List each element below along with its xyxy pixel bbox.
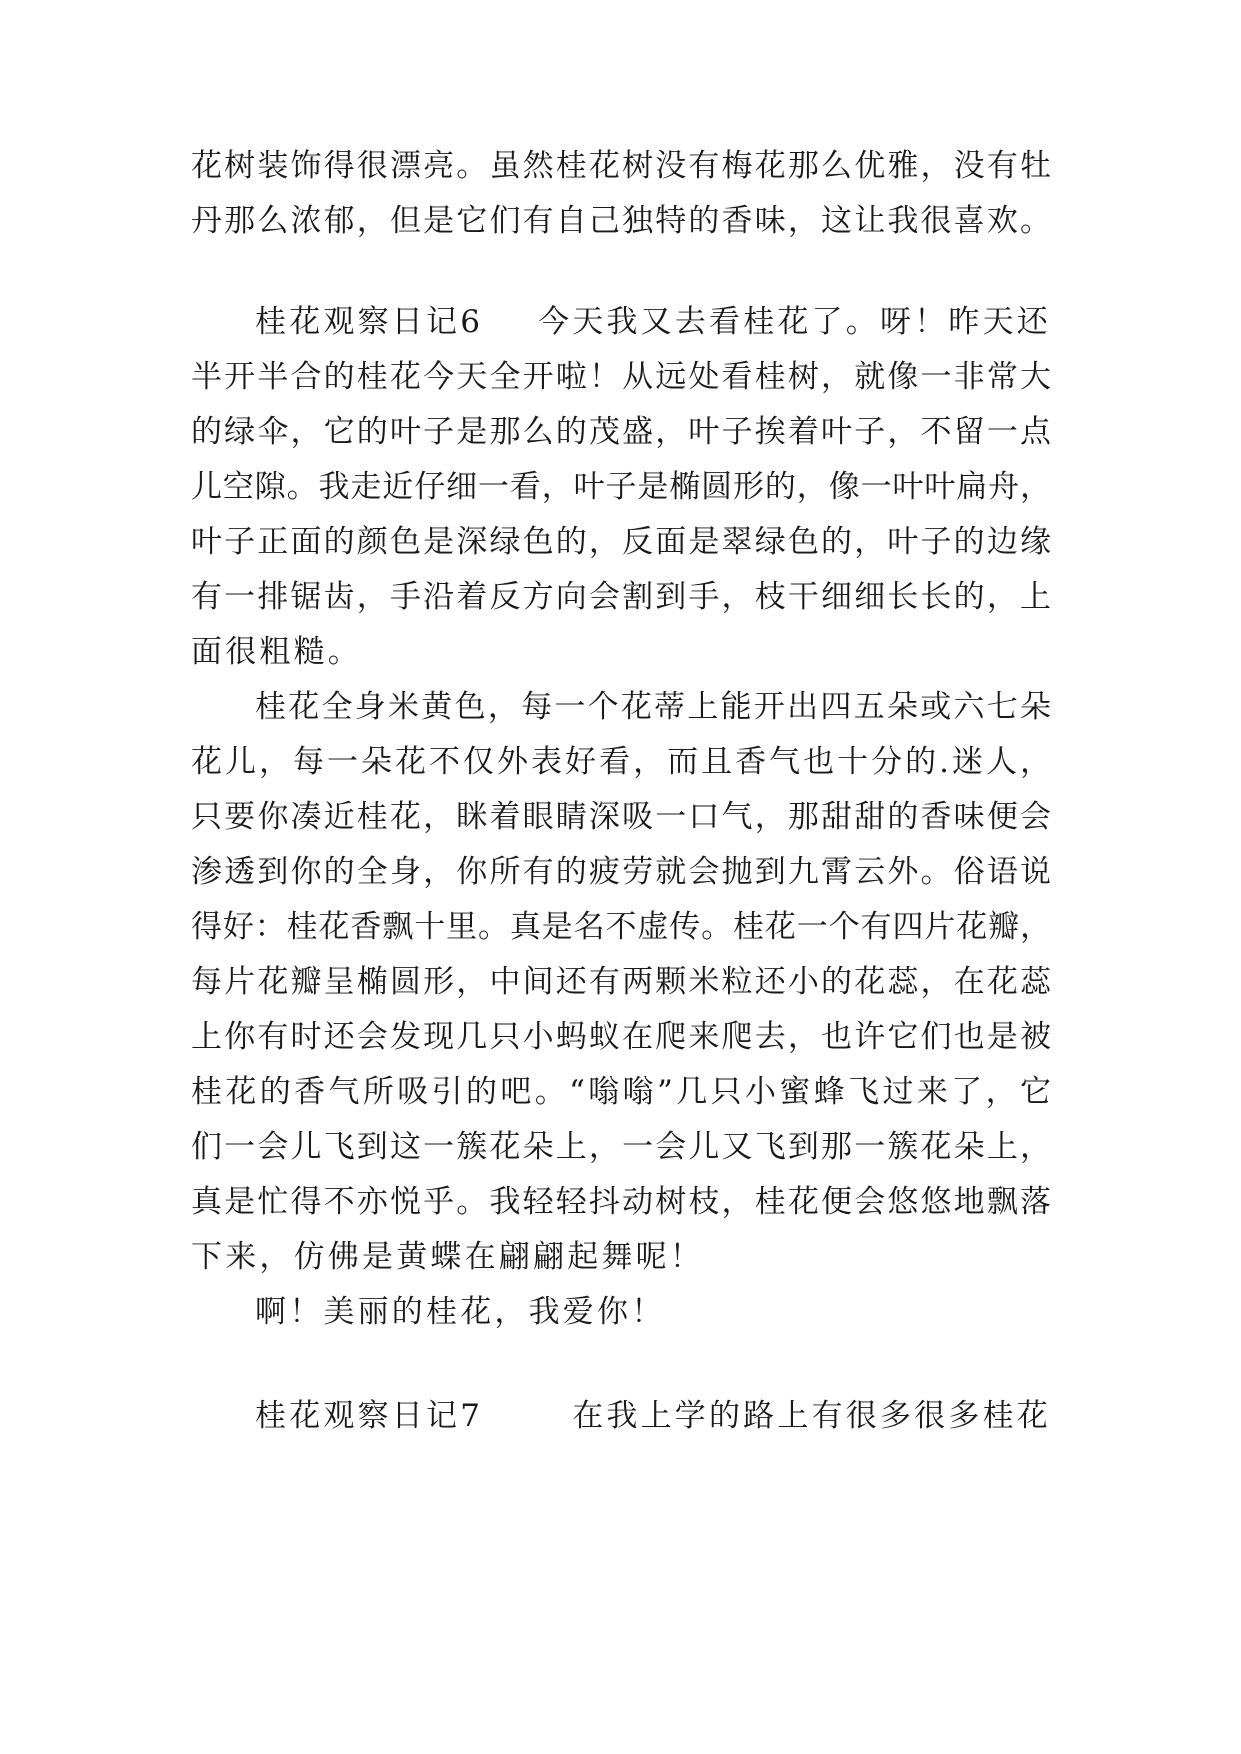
text-line: 们一会儿飞到这一簇花朵上，一会儿又飞到那一簇花朵上， <box>191 1129 1051 1165</box>
diary-6-first-line: 今天我又去看桂花了。呀！昨天还 <box>538 304 1051 340</box>
text-line: 花儿，每一朵花不仅外表好看，而且香气也十分的.迷人， <box>191 744 1051 780</box>
text-line: 得好：桂花香飘十里。真是名不虚传。桂花一个有四片花瓣， <box>191 909 1051 945</box>
text-line: 啊！美丽的桂花，我爱你！ <box>255 1294 666 1330</box>
text-line: 儿空隙。我走近仔细一看，叶子是椭圆形的，像一叶叶扁舟， <box>191 469 1051 505</box>
text-line: 花树装饰得很漂亮。虽然桂花树没有梅花那么优雅，没有牡 <box>191 148 1051 184</box>
text-line: 的绿伞，它的叶子是那么的茂盛，叶子挨着叶子，不留一点 <box>191 414 1051 450</box>
diary-6-heading-row <box>191 294 1051 350</box>
text-line: 每片花瓣呈椭圆形，中间还有两颗米粒还小的花蕊，在花蕊 <box>191 964 1051 1000</box>
text-line: 丹那么浓郁，但是它们有自己独特的香味，这让我很喜欢。 <box>191 203 1051 239</box>
diary-7-heading-row <box>191 1388 1051 1444</box>
text-line: 桂花全身米黄色，每一个花蒂上能开出四五朵或六七朵 <box>255 689 1051 725</box>
text-line: 有一排锯齿，手沿着反方向会割到手，枝干细细长长的，上 <box>191 579 1051 615</box>
text-line: 上你有时还会发现几只小蚂蚁在爬来爬去，也许它们也是被 <box>191 1019 1051 1055</box>
text-line: 半开半合的桂花今天全开啦！从远处看桂树，就像一非常大 <box>191 359 1051 395</box>
diary-7-first-line: 在我上学的路上有很多很多桂花 <box>572 1398 1051 1434</box>
diary-7-title: 桂花观察日记7 <box>255 1398 484 1434</box>
text-line: 叶子正面的颜色是深绿色的，反面是翠绿色的，叶子的边缘 <box>191 524 1051 560</box>
text-line: 渗透到你的全身，你所有的疲劳就会抛到九霄云外。俗语说 <box>191 854 1051 890</box>
text-line: 只要你凑近桂花，眯着眼睛深吸一口气，那甜甜的香味便会 <box>191 799 1051 835</box>
text-line: 下来，仿佛是黄蝶在翩翩起舞呢！ <box>191 1239 704 1275</box>
text-line: 面很粗糙。 <box>191 634 362 670</box>
text-line: 真是忙得不亦悦乎。我轻轻抖动树枝，桂花便会悠悠地飘落 <box>191 1184 1051 1220</box>
text-line: 桂花的香气所吸引的吧。“嗡嗡”几只小蜜蜂飞过来了，它 <box>191 1074 1051 1110</box>
diary-6-title: 桂花观察日记6 <box>255 304 484 340</box>
